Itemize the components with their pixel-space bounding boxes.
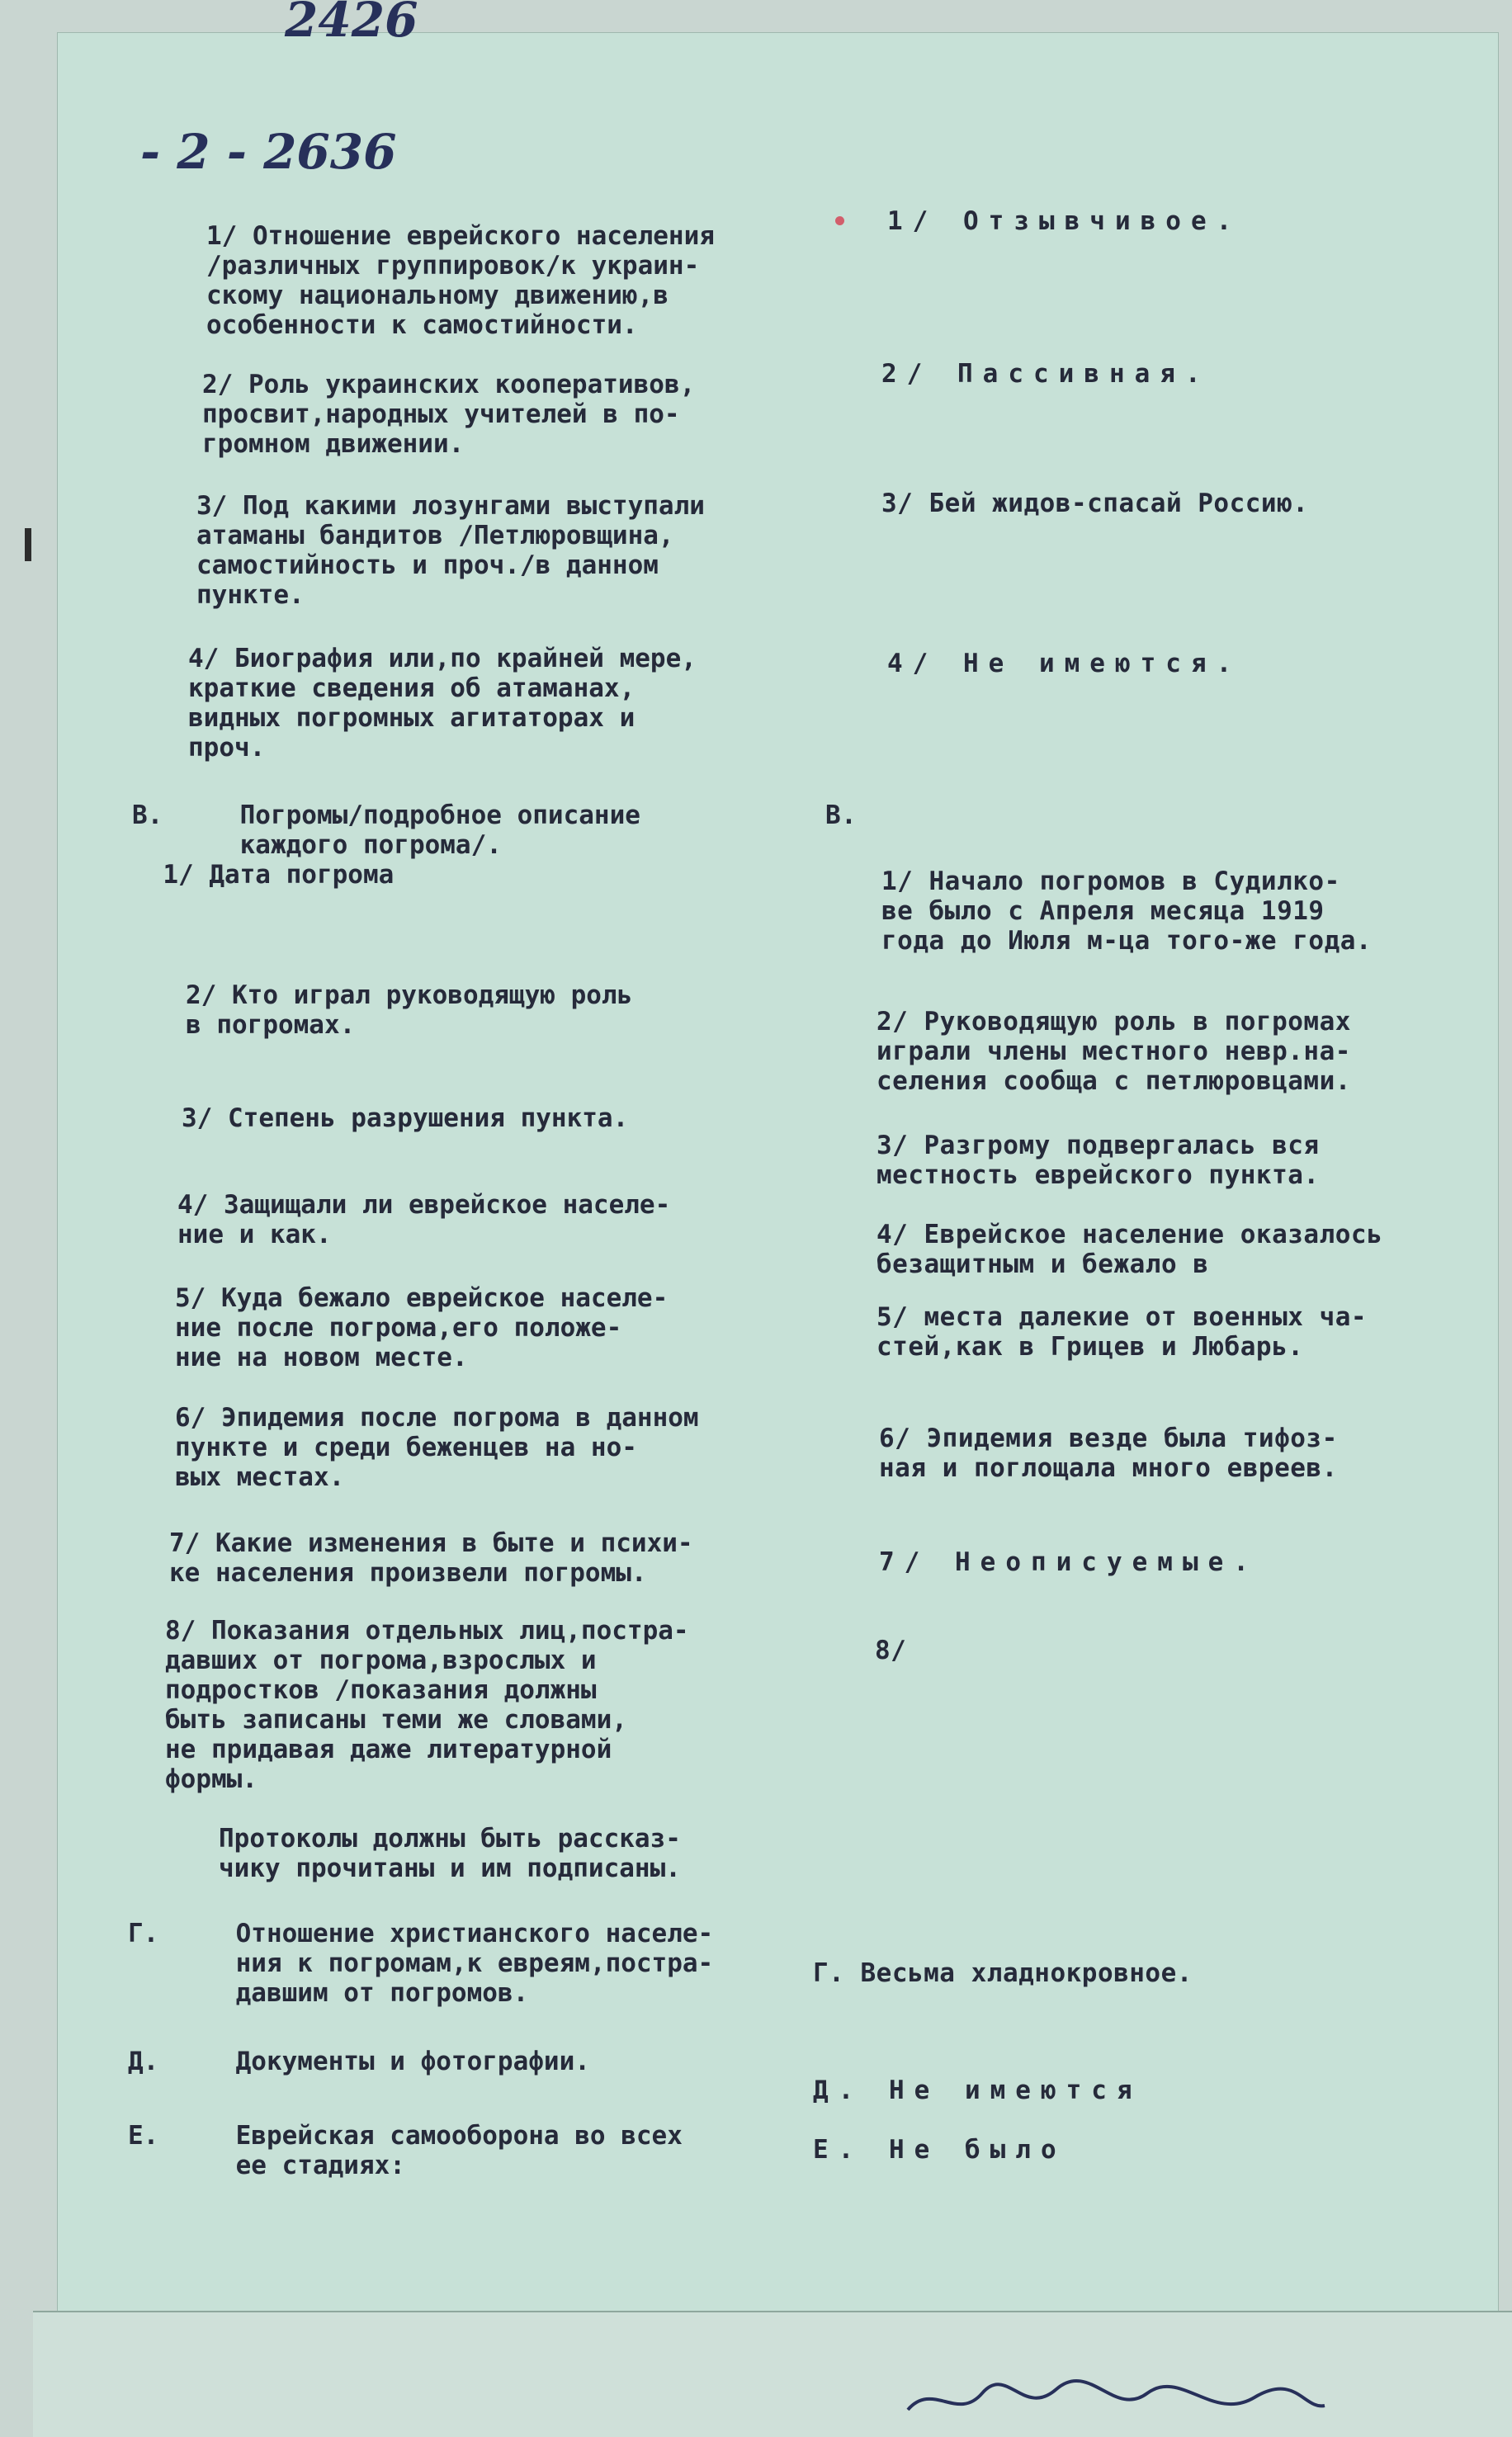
answer-line: стей,как в Грицев и Любарь.: [876, 1332, 1304, 1362]
answer-line: 1/ Начало погромов в Судилко-: [881, 867, 1340, 896]
signature-scrawl: [900, 2377, 1329, 2426]
question-line: каждого погрома/.: [132, 830, 502, 860]
question-line: 4/ Защищали ли еврейское населе-: [177, 1190, 671, 1220]
question-line: скому национальному движению,в: [206, 281, 669, 310]
question-line: 3/ Степень разрушения пункта.: [182, 1103, 629, 1133]
question-line: Протоколы должны быть рассказ-: [219, 1824, 681, 1854]
question-line: краткие сведения об атаманах,: [188, 673, 636, 703]
question-line: 8/ Показания отдельных лиц,постра-: [165, 1616, 689, 1646]
answer-line: 3/ Разгрому подвергалась вся: [876, 1131, 1320, 1160]
question-line: ние на новом месте.: [175, 1343, 468, 1372]
answer-line: безащитным и бежало в: [876, 1249, 1209, 1279]
answer-line: ве было с Апреля месяца 1919: [881, 896, 1325, 926]
question-line: давших от погрома,взрослых и: [165, 1646, 597, 1675]
question-line: 4/ Биография или,по крайней мере,: [188, 644, 697, 673]
question-line: 7/ Какие изменения в быте и психи-: [169, 1528, 693, 1558]
question-line: 2/ Кто играл руководящую роль: [186, 980, 633, 1010]
archive-number-top: 2426: [285, 0, 418, 48]
answer-line: Г. Весьма хладнокровное.: [813, 1958, 1193, 1988]
answer-line: 3/ Бей жидов-спасай Россию.: [881, 489, 1309, 518]
question-line: формы.: [165, 1764, 258, 1794]
question-line: пункте.: [196, 580, 305, 610]
answer-line: Д. Не имеются: [813, 2076, 1142, 2105]
answer-line: 7/ Неописуемые.: [879, 1547, 1259, 1577]
question-line: ке населения произвели погромы.: [169, 1558, 647, 1588]
question-line: подростков /показания должны: [165, 1675, 597, 1705]
question-line: Е. Еврейская самооборона во всех: [128, 2121, 683, 2151]
answer-line: местность еврейского пункта.: [876, 1160, 1320, 1190]
question-line: атаманы бандитов /Петлюровщина,: [196, 521, 674, 550]
question-line: Д. Документы и фотографии.: [128, 2047, 590, 2076]
question-line: 1/ Дата погрома: [132, 860, 395, 890]
archive-number-second: - 2 - 2636: [140, 124, 397, 180]
answer-line: 4/ Еврейское население оказалось: [876, 1220, 1383, 1249]
question-line: 1/ Отношение еврейского населения: [206, 221, 715, 251]
question-line: быть записаны теми же словами,: [165, 1705, 627, 1735]
question-line: ния к погромам,к евреям,постра-: [128, 1948, 714, 1978]
ink-dot: [835, 216, 844, 225]
question-line: 6/ Эпидемия после погрома в данном: [175, 1403, 699, 1433]
answer-line: В.: [825, 801, 858, 830]
question-line: Г. Отношение христианского населе-: [128, 1919, 714, 1948]
question-line: 3/ Под какими лозунгами выступали: [196, 491, 705, 521]
question-line: вых местах.: [175, 1462, 345, 1492]
question-line: не придавая даже литературной: [165, 1735, 612, 1764]
question-line: особенности к самостийности.: [206, 310, 638, 340]
answer-line: селения сообща с петлюровцами.: [876, 1066, 1351, 1096]
answer-line: 1/ Отзывчивое.: [887, 206, 1242, 236]
question-line: видных погромных агитаторах и: [188, 703, 636, 733]
question-line: чику прочитаны и им подписаны.: [219, 1854, 681, 1883]
question-line: самостийность и проч./в данном: [196, 550, 659, 580]
question-line: проч.: [188, 733, 266, 763]
answer-line: 2/ Руководящую роль в погромах: [876, 1007, 1351, 1037]
question-line: 2/ Роль украинских кооперативов,: [202, 370, 696, 399]
answer-line: Е. Не было: [813, 2135, 1066, 2165]
answer-line: 6/ Эпидемия везде была тифоз-: [879, 1424, 1338, 1453]
question-line: пункте и среди беженцев на но-: [175, 1433, 637, 1462]
question-line: 5/ Куда бежало еврейское населе-: [175, 1283, 669, 1313]
answer-line: ная и поглощала много евреев.: [879, 1453, 1338, 1483]
edge-mark: [25, 528, 31, 561]
question-line: в погромах.: [186, 1010, 356, 1040]
question-line: ее стадиях:: [128, 2151, 405, 2180]
answer-line: года до Июля м-ца того-же года.: [881, 926, 1373, 956]
question-line: ние и как.: [177, 1220, 332, 1249]
question-line: В. Погромы/подробное описание: [132, 801, 640, 830]
answer-line: 5/ места далекие от военных ча-: [876, 1302, 1368, 1332]
question-line: ние после погрома,его положе-: [175, 1313, 622, 1343]
question-line: /различных группировок/к украин-: [206, 251, 700, 281]
answer-line: 2/ Пассивная.: [881, 359, 1211, 389]
answer-line: играли члены местного невр.на-: [876, 1037, 1351, 1066]
question-line: давшим от погромов.: [128, 1978, 529, 2008]
answer-line: 8/: [875, 1636, 907, 1665]
answer-line: 4/ Не имеются.: [887, 649, 1242, 678]
question-line: громном движении.: [202, 429, 465, 459]
question-line: просвит,народных учителей в по-: [202, 399, 680, 429]
